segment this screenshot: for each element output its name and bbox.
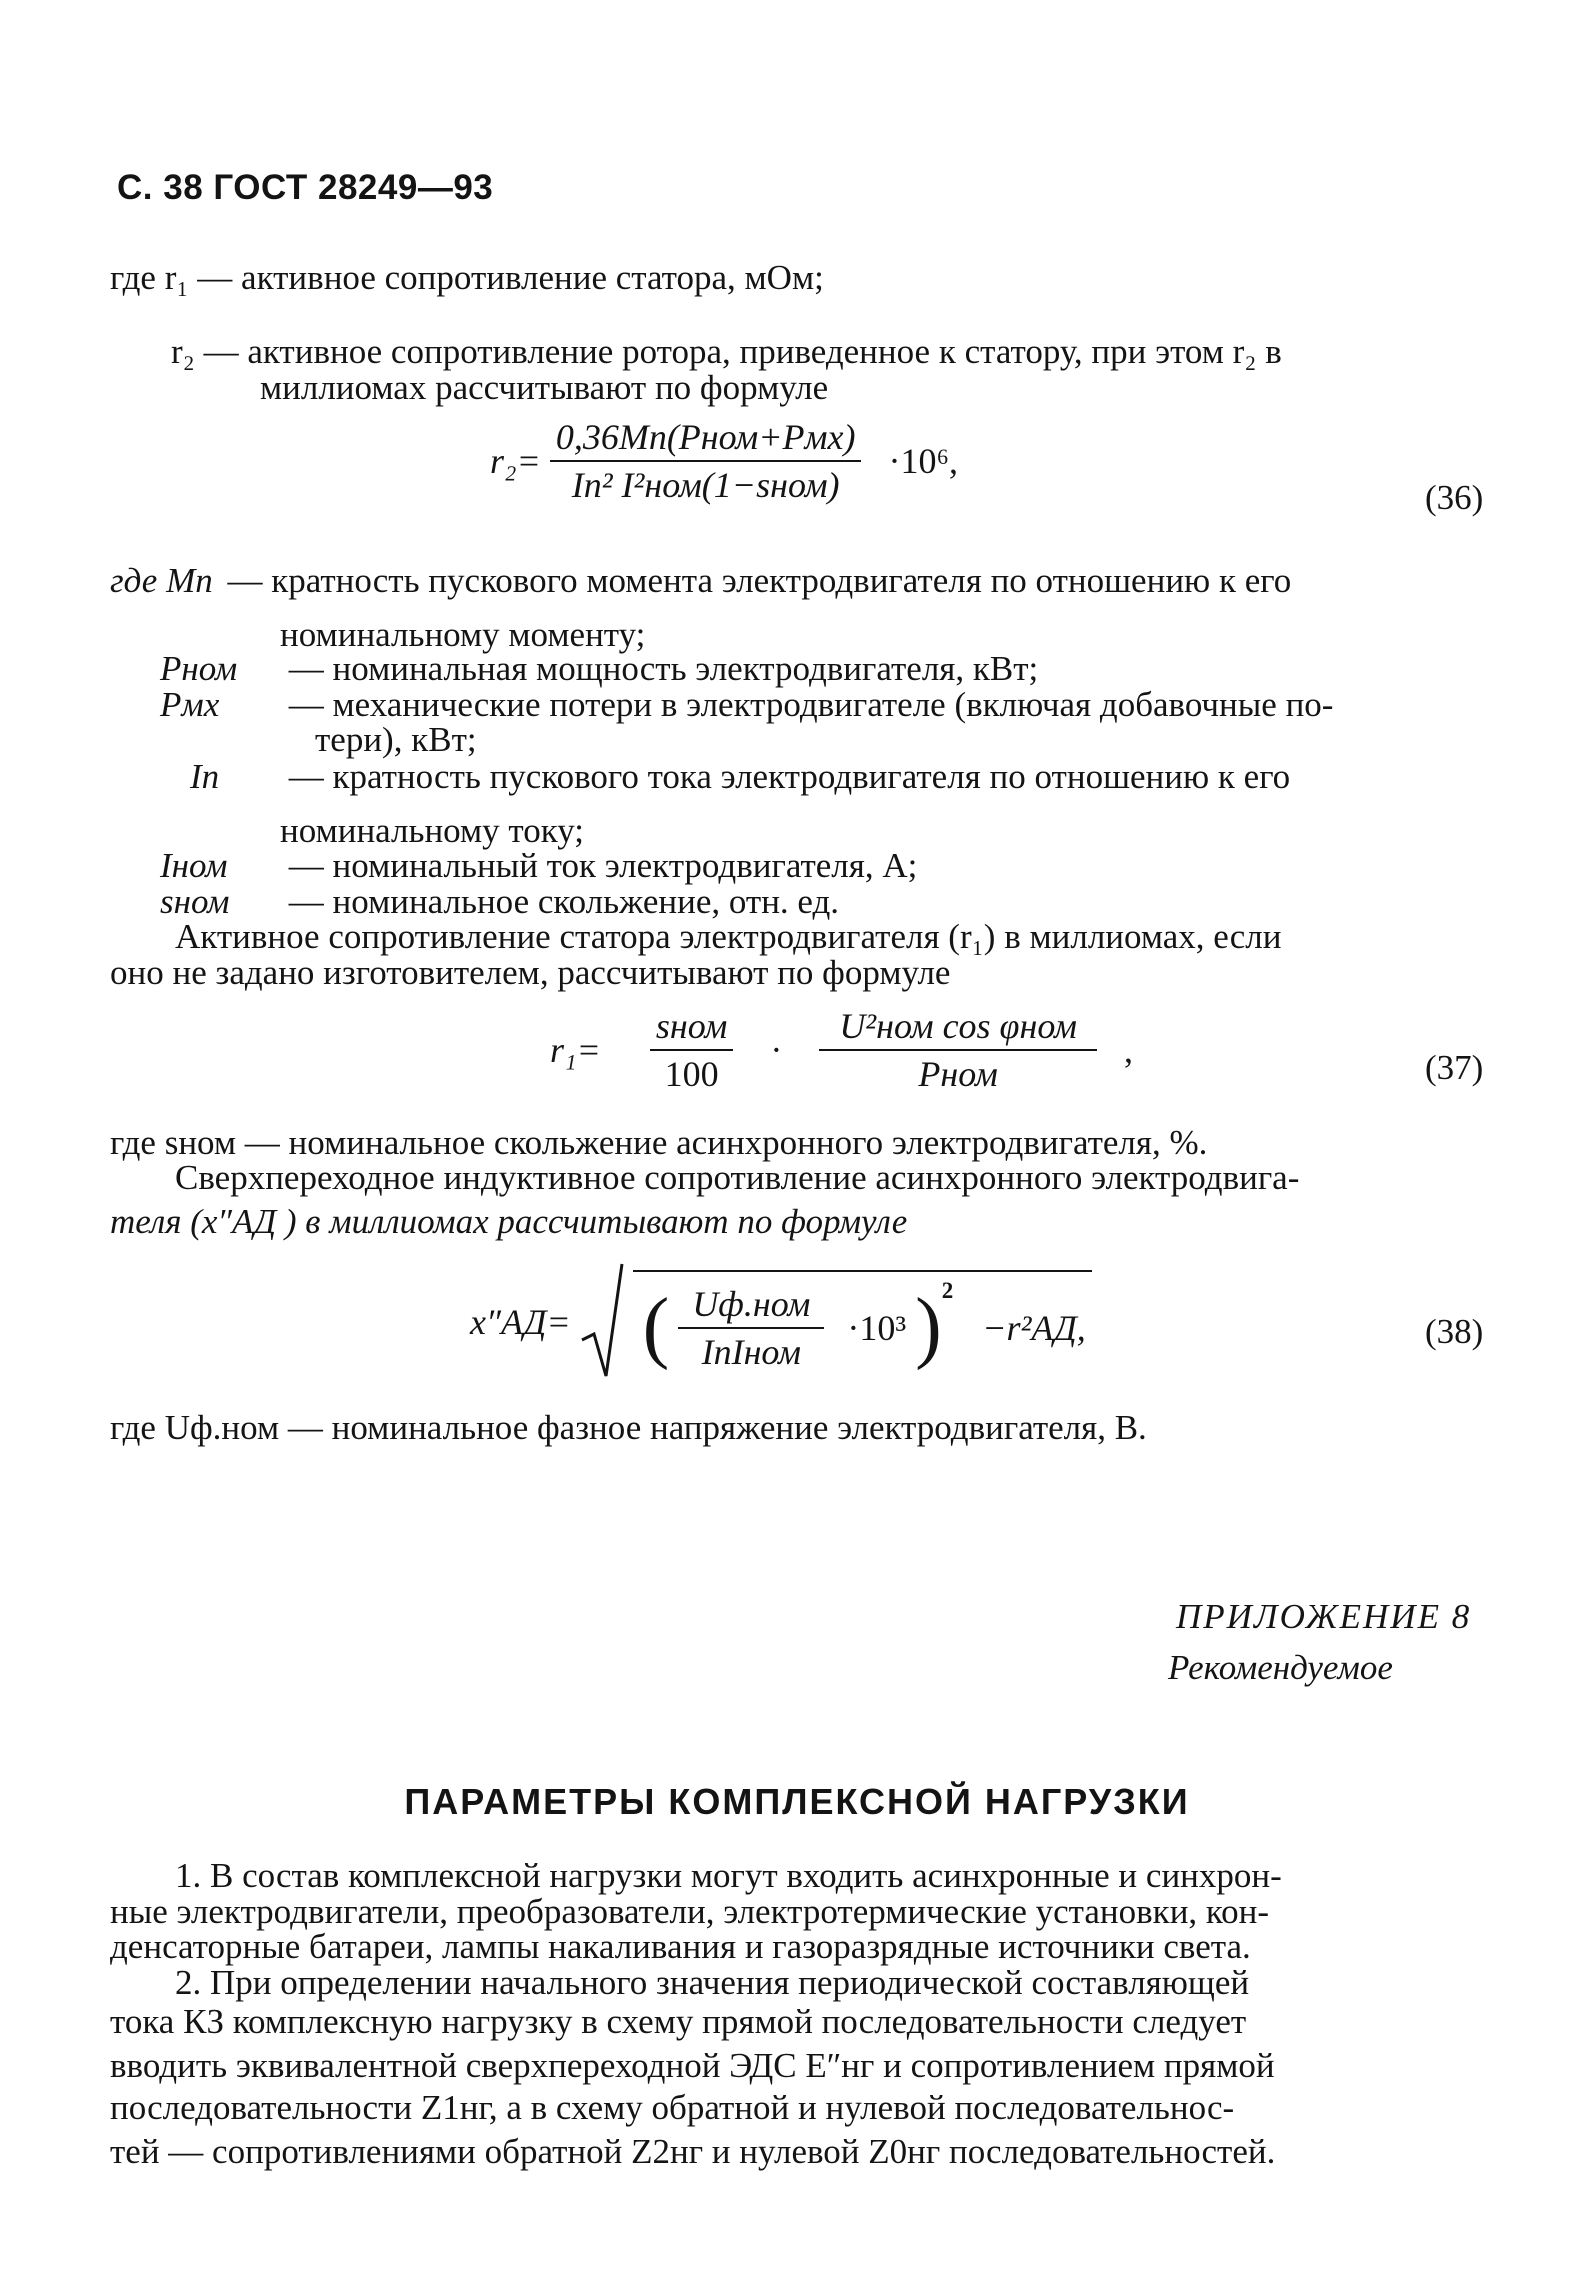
eq37-number: (37) [1425,1048,1484,1087]
eq37-denominator-1: 100 [664,1054,719,1094]
eq37-fraction-1 [650,1005,733,1095]
eq37-denominator-2: Pном [918,1054,998,1094]
para-r1-line1: Активное сопротивление статора электродвигателя (r₁) в миллиомах, если [175,917,1282,956]
page-header: С. 38 ГОСТ 28249—93 [117,168,494,207]
after38: где Uф.ном — номинальное фазное напряжение электродвигателя, В. [110,1408,1147,1447]
p2-line1: 2. При определении начального значения периодической составляющей [175,1963,1250,2002]
eq37-comma: , [1123,1030,1133,1070]
eq38-numerator: Uф.ном [678,1283,824,1329]
eq37-dot: · [770,1030,783,1070]
sqrt-sign [580,1262,624,1382]
eq36-tail: ·10⁶, [888,441,959,481]
def-r2-line2: миллиомах рассчитывают по формуле [260,368,829,407]
eq37-numerator-2: U²ном cos φном [819,1005,1097,1051]
def-pnom [160,649,1038,689]
def-r1: где r₁ — активное сопротивление статора, мОм; [110,258,824,297]
eq36-fraction [550,416,862,506]
after37-line1: где sном — номинальное скольжение асинхронного электродвигателя, %. [110,1123,1208,1162]
def-pmx-cont: тери), кВт; [315,720,477,759]
def-symbol: Pмх [160,685,220,724]
def-symbol: Iп [190,757,220,796]
def-ip [190,757,1290,797]
p2-line4: последовательности Z1нг, а в схему обратной и нулевой последовательнос- [110,2088,1235,2127]
def-text: — номинальное скольжение, отн. ед. [288,882,840,921]
def-symbol: Iном [160,846,228,885]
def-symbol: Pном [160,649,238,688]
appendix-title: ПРИЛОЖЕНИЕ 8 [1176,1597,1472,1636]
def-pmx [160,685,1333,725]
section-title: ПАРАМЕТРЫ КОМПЛЕКСНОЙ НАГРУЗКИ [404,1781,1190,1822]
def-text: — кратность пускового тока электродвигателя по отношению к его [288,757,1291,796]
p2-line2: тока КЗ комплексную нагрузку в схему прямой последовательности следует [110,2002,1247,2041]
eq38-number: (38) [1425,1312,1484,1351]
def-text: — механические потери в электродвигателе (включая добавочные по- [288,685,1334,724]
eq37-lhs: r₁= [550,1030,601,1070]
def-symbol: sном [160,882,230,921]
p1-line3: денсаторные батареи, лампы накаливания и газоразрядные источники света. [110,1927,1251,1966]
equation-38 [470,1262,1092,1382]
paren-close: ) [915,1283,942,1372]
def-ip-cont: номинальному току; [280,811,585,850]
equation-37 [550,1005,1133,1095]
after37-line2: Сверхпереходное индуктивное сопротивление асинхронного электродвига- [175,1158,1300,1197]
eq38-denominator: IпIном [701,1332,802,1373]
def-text: — кратность пускового момента электродвигателя по отношению к его [227,561,1292,600]
p1-line2: ные электродвигатели, преобразователи, электротермические установки, кон- [110,1892,1270,1931]
paren-open: ( [642,1283,670,1372]
p1-line1: 1. В состав комплексной нагрузки могут входить асинхронные и синхрон- [175,1856,1282,1895]
def-symbol: где Mп [110,561,213,600]
eq38-lhs: x″АД= [470,1302,571,1342]
eq36-denominator: Iп² I²ном(1−sном) [571,465,840,505]
def-r2-text: r₂ — активное сопротивление ротора, приведенное к статору, при этом r₂ в [171,332,1282,371]
eq37-fraction-2 [819,1005,1097,1095]
eq38-tail: −r²АД, [982,1308,1086,1349]
eq38-multiplier: ·10³ [847,1308,907,1349]
eq38-square: 2 [941,1278,954,1304]
eq36-numerator: 0,36Mп(Pном+Pмх) [550,416,862,462]
equation-36 [490,416,958,506]
def-text: — номинальная мощность электродвигателя, кВт; [288,649,1039,688]
def-inom [160,846,917,886]
def-text: — номинальный ток электродвигателя, А; [288,846,918,885]
def-mp-cont: номинальному моменту; [280,615,646,654]
eq37-numerator-1: sном [650,1005,733,1051]
def-mp [110,561,1291,601]
after37-line3: теля (x″АД ) в миллиомах рассчитывают по формуле [110,1202,908,1241]
def-snom [160,882,839,922]
sqrt-body [633,1270,1092,1373]
def-r2-line1 [171,332,1486,372]
eq38-fraction [678,1283,824,1373]
eq36-number: (36) [1425,478,1484,517]
appendix-subtitle: Рекомендуемое [1168,1648,1393,1687]
p2-line5: тей — сопротивлениями обратной Z2нг и нулевой Z0нг последовательностей. [110,2132,1276,2171]
eq36-lhs: r₂= [490,441,541,481]
para-r1-line2: оно не задано изготовителем, рассчитывают по формуле [110,953,951,992]
p2-line3: вводить эквивалентной сверхпереходной ЭДС E″нг и сопротивлением прямой [110,2046,1275,2085]
